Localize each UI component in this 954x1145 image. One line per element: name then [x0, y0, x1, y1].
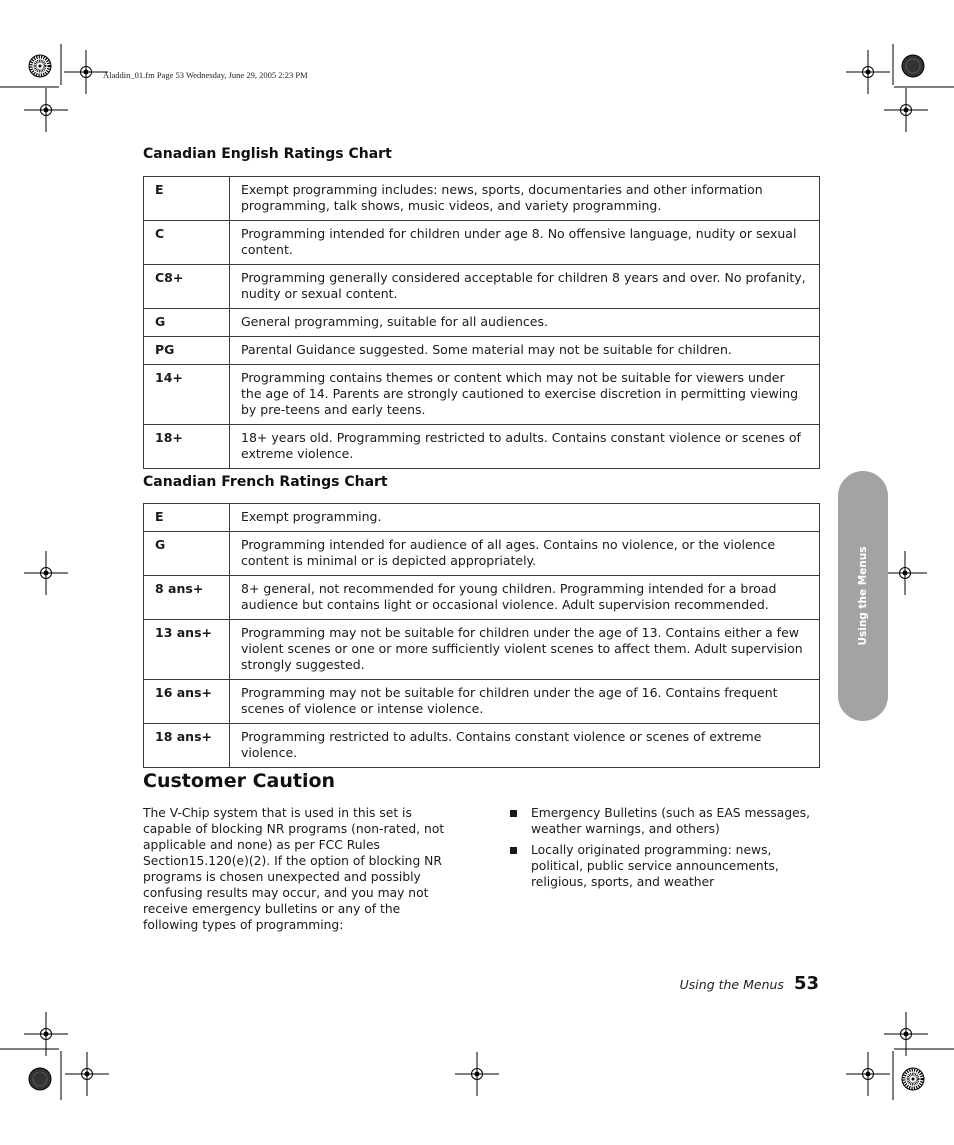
rating-description: 18+ years old. Programming restricted to adults. Contains constant violence or scenes of extreme violence. — [230, 425, 820, 469]
french-chart-title: Canadian French Ratings Chart — [143, 474, 388, 490]
starburst-mark-icon — [902, 1068, 924, 1090]
rating-description: Programming may not be suitable for children under the age of 16. Contains frequent scenes of violence or intense violence. — [230, 680, 820, 724]
rating-description: Programming intended for children under age 8. No offensive language, nudity or sexual content. — [230, 221, 820, 265]
table-row — [144, 425, 820, 469]
table-row — [144, 177, 820, 221]
rating-code: 18+ — [144, 425, 230, 469]
page-number: 53 — [793, 973, 819, 994]
french-ratings-table — [143, 503, 820, 768]
crosshair-mark-icon — [24, 551, 68, 595]
print-slug: Aladdin_01.fm Page 53 Wednesday, June 29, 2005 2:23 PM — [103, 70, 308, 80]
bullet-text: Locally originated programming: news, political, public service announcements, religious, sports, and weather — [531, 843, 779, 889]
rating-code: 16 ans+ — [144, 680, 230, 724]
rating-code: C — [144, 221, 230, 265]
table-row — [144, 265, 820, 309]
rating-code: G — [144, 532, 230, 576]
rating-code: 13 ans+ — [144, 620, 230, 680]
rating-description: Programming generally considered acceptable for children 8 years and over. No profanity, nudity or sexual content. — [230, 265, 820, 309]
crosshair-mark-icon — [64, 50, 108, 94]
rating-code: 8 ans+ — [144, 576, 230, 620]
crosshair-mark-icon — [455, 1052, 499, 1096]
table-row — [144, 365, 820, 425]
rating-description: Programming intended for audience of all ages. Contains no violence, or the violence content is minimal or is depicted appropriately. — [230, 532, 820, 576]
rating-description: Programming restricted to adults. Contains constant violence or scenes of extreme violence. — [230, 724, 820, 768]
crosshair-mark-icon — [883, 551, 927, 595]
table-row — [144, 504, 820, 532]
page-footer — [680, 973, 819, 994]
english-chart-title: Canadian English Ratings Chart — [143, 146, 392, 162]
table-row — [144, 309, 820, 337]
crosshair-mark-icon — [884, 88, 928, 132]
table-row — [144, 337, 820, 365]
table-row — [144, 576, 820, 620]
table-row — [144, 221, 820, 265]
list-item — [510, 842, 820, 890]
rating-code: C8+ — [144, 265, 230, 309]
crosshair-mark-icon — [846, 1052, 890, 1096]
caution-paragraph: The V-Chip system that is used in this set is capable of blocking NR programs (non-rated, not applicable and none) as per FCC Rules Section15.120(e)(2). If the option of blocking NR programs is chosen unexpected and possibly confusing results may occur, and you may not receive emergency bulletins or any of the following types of programming: — [143, 806, 445, 932]
solid-mark-icon — [29, 1068, 51, 1090]
customer-caution-title: Customer Caution — [143, 770, 336, 792]
table-row — [144, 532, 820, 576]
crosshair-mark-icon — [24, 88, 68, 132]
english-ratings-table — [143, 176, 820, 469]
solid-mark-icon — [902, 55, 924, 77]
table-row — [144, 724, 820, 768]
crosshair-mark-icon — [65, 1052, 109, 1096]
square-bullet-icon — [510, 847, 517, 854]
list-item — [510, 805, 820, 837]
rating-code: PG — [144, 337, 230, 365]
rating-description: Programming contains themes or content which may not be suitable for viewers under the age of 14. Parents are strongly cautioned to exercise discretion in permitting viewing by pre-teens and early teens. — [230, 365, 820, 425]
side-tab-label: Using the Menus — [857, 546, 869, 646]
rating-code: 14+ — [144, 365, 230, 425]
rating-code: E — [144, 504, 230, 532]
square-bullet-icon — [510, 810, 517, 817]
footer-section-name: Using the Menus — [679, 977, 784, 992]
rating-code: 18 ans+ — [144, 724, 230, 768]
caution-bullet-list — [510, 805, 820, 895]
bullet-text: Emergency Bulletins (such as EAS messages, weather warnings, and others) — [531, 806, 811, 836]
crosshair-mark-icon — [846, 50, 890, 94]
rating-code: G — [144, 309, 230, 337]
starburst-mark-icon — [29, 55, 51, 77]
rating-code: E — [144, 177, 230, 221]
table-row — [144, 620, 820, 680]
chapter-side-tab — [838, 471, 888, 721]
rating-description: Parental Guidance suggested. Some material may not be suitable for children. — [230, 337, 820, 365]
table-row — [144, 680, 820, 724]
rating-description: 8+ general, not recommended for young children. Programming intended for a broad audience but contains light or occasional violence. Adult supervision recommended. — [230, 576, 820, 620]
rating-description: Programming may not be suitable for children under the age of 13. Contains either a few violent scenes or one or more sufficiently violent scenes to affect them. Adult supervision strongly suggested. — [230, 620, 820, 680]
rating-description: General programming, suitable for all audiences. — [230, 309, 820, 337]
rating-description: Exempt programming includes: news, sports, documentaries and other information programming, talk shows, music videos, and variety programming. — [230, 177, 820, 221]
rating-description: Exempt programming. — [230, 504, 820, 532]
